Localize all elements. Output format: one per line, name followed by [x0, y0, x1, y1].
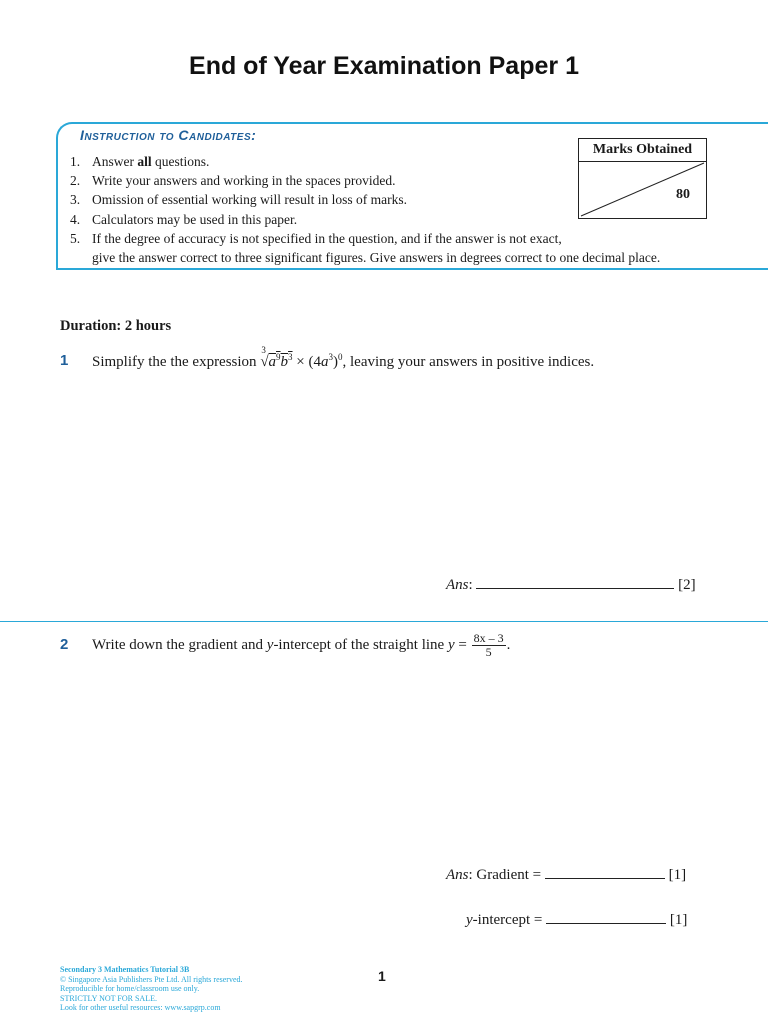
instruction-item: 4. Calculators may be used in this paper.: [70, 211, 298, 227]
question-1-text: Simplify the the expression 3 $√a^9b^3 \times (4a^3)^0$, leaving your answers in positive indices.: [92, 345, 595, 370]
answer-gradient: Ans: Gradient = [1]: [446, 867, 687, 883]
instructions-list: [70, 152, 660, 267]
marks-obtained-box: [578, 138, 707, 219]
footer-credits: Secondary 3 Mathematics Tutorial 3B © Singapore Asia Publishers Pte Ltd. All rights reserved. Reproducible for home/classroom use only. STRICTLY NOT FOR SALE. Look for other useful resources: www.sapgrp.com: [60, 965, 243, 1012]
instruction-item: 5. If the degree of accuracy is not specified in the question, and if the answer is not exact, give the answer correct to three significant figures. Give answers in degrees correct to one decimal place.: [70, 230, 661, 266]
marks-label: Marks Obtained: [579, 139, 706, 162]
answer-blank[interactable]: [476, 588, 674, 589]
instruction-item: 2. Write your answers and working in the spaces provided.: [70, 173, 396, 189]
cube-root-expression: 3 $√a^9b^3$: [260, 345, 293, 370]
question-number: 1: [60, 352, 69, 369]
answer-line: Ans: [2]: [446, 577, 696, 593]
question-divider: [0, 621, 768, 622]
question-2-text: Write down the gradient and y-intercept of the straight line y = $\frac{8x - 3}{5}$ .: [92, 631, 511, 659]
question-number: 2: [60, 636, 69, 653]
gradient-blank[interactable]: [545, 878, 665, 879]
marks-total: 80: [676, 187, 690, 202]
fraction: $\frac{8x - 3}{5}$: [473, 631, 504, 659]
page-title: End of Year Examination Paper 1: [189, 52, 579, 80]
instruction-item: 1. Answer all questions.: [70, 154, 210, 169]
intercept-blank[interactable]: [546, 923, 666, 924]
instruction-item: 3. Omission of essential working will result in loss of marks.: [70, 192, 407, 208]
duration: Duration: 2 hours: [60, 318, 172, 334]
page-number: 1: [378, 968, 386, 984]
answer-intercept: y-intercept = [1]: [466, 912, 688, 928]
instructions-heading: Instruction to Candidates:: [80, 127, 257, 143]
